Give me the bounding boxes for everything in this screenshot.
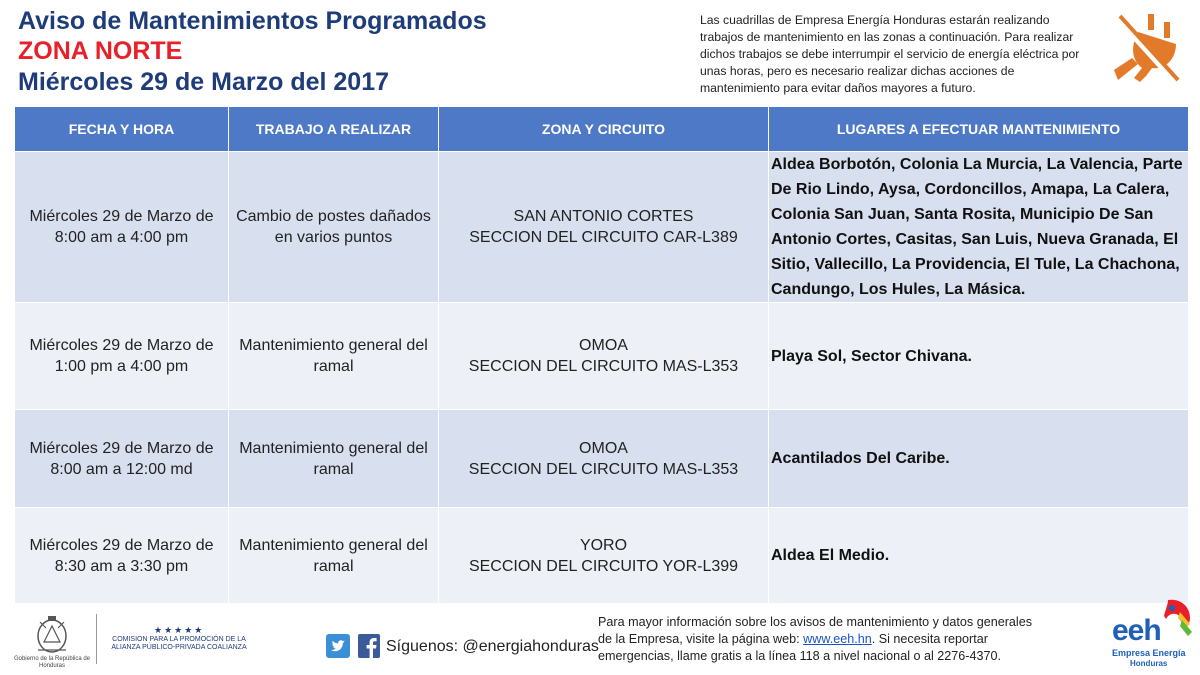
- table-row: [15, 303, 1189, 410]
- government-text: Gobierno de la República de Honduras: [13, 656, 91, 669]
- time-text: 1:00 pm a 4:00 pm: [54, 358, 189, 375]
- eeh-subtitle: Empresa Energía: [1112, 648, 1186, 658]
- zone-cell: [439, 508, 769, 604]
- table-row: [15, 410, 1189, 508]
- time-text: 8:00 am a 4:00 pm: [54, 229, 189, 246]
- date-title: Miércoles 29 de Marzo del 2017: [18, 68, 390, 96]
- intro-text: Las cuadrillas de Empresa Energía Honduras estarán realizando trabajos de mantenimiento en las zonas a continuación. Para realizar dichos trabajos se debe interrumpir el servicio de energía eléctrica por unas horas, pero es necesario realizar dichas acciones de mantenimiento para evitar daños mayores a futuro.: [700, 13, 1080, 95]
- footer-info-text: Para mayor información sobre los avisos de mantenimiento y datos generales de la Empresa, visite la página web:: [598, 615, 1033, 646]
- maintenance-table: [14, 106, 1189, 604]
- title-block: [18, 6, 578, 98]
- date-text: Miércoles 29 de Marzo de: [29, 439, 214, 457]
- work-cell: Mantenimiento general del ramal: [229, 303, 439, 410]
- zone-cell: [439, 303, 769, 410]
- work-cell: Mantenimiento general del ramal: [229, 508, 439, 604]
- zone-text: SAN ANTONIO CORTES: [513, 208, 694, 225]
- page-title: Aviso de Mantenimientos Programados: [18, 7, 487, 35]
- time-text: 8:00 am a 12:00 md: [50, 460, 193, 478]
- time-text: 8:30 am a 3:30 pm: [54, 557, 189, 575]
- date-cell: [15, 152, 229, 303]
- column-header: ZONA Y CIRCUITO: [439, 107, 769, 152]
- footer-info: [598, 614, 1048, 665]
- coalianza-text: COMISION PARA LA PROMOCIÓN DE LA ALIANZA PÚBLICO-PRIVADA COALIANZA: [111, 636, 247, 651]
- circuit-text: SECCION DEL CIRCUITO YOR-L399: [468, 557, 739, 575]
- date-text: Miércoles 29 de Marzo de: [29, 337, 214, 354]
- date-text: Miércoles 29 de Marzo de: [29, 208, 214, 225]
- zone-title: ZONA NORTE: [18, 37, 183, 65]
- places-cell: Aldea Borbotón, Colonia La Murcia, La Valencia, Parte De Rio Lindo, Aysa, Cordoncillos, Amapa, La Calera, Colonia San Juan, Santa Rosita, Municipio De San Antonio Cortes, Casitas, San Luis, Nueva Granada, El Sitio, Vallecillo, La Providencia, El Tule, La Chachona, Candungo, Los Hules, La Másica.: [769, 152, 1189, 303]
- website-link[interactable]: www.eeh.hn: [803, 632, 872, 646]
- coalianza-stars: ★★★★★: [154, 625, 205, 635]
- zone-text: OMOA: [579, 439, 628, 457]
- footer-info-text-2: . Si necesita reportar emergencias, llame gratis a la línea 118 a nivel nacional o al 2276-4370.: [598, 632, 1002, 663]
- table-row: [15, 508, 1189, 604]
- table-row: [15, 152, 1189, 303]
- twitter-icon[interactable]: [326, 634, 350, 658]
- eeh-subtitle-2: Honduras: [1130, 659, 1168, 668]
- column-header: TRABAJO A REALIZAR: [229, 107, 439, 152]
- date-text: Miércoles 29 de Marzo de: [29, 536, 214, 554]
- column-header: FECHA Y HORA: [15, 107, 229, 152]
- date-cell: [15, 410, 229, 508]
- places-cell: Aldea El Medio.: [769, 508, 1189, 604]
- plug-crossed-icon: [1110, 10, 1182, 86]
- follow-text: Síguenos: @energiahonduras: [386, 638, 599, 655]
- column-header: LUGARES A EFECTUAR MANTENIMIENTO: [769, 107, 1189, 152]
- footer-logos: [12, 612, 272, 668]
- logo-divider: [96, 614, 97, 664]
- date-cell: [15, 508, 229, 604]
- work-cell: Mantenimiento general del ramal: [229, 410, 439, 508]
- work-cell: Cambio de postes dañados en varios puntos: [229, 152, 439, 303]
- places-cell: Acantilados Del Caribe.: [769, 410, 1189, 508]
- circuit-text: SECCION DEL CIRCUITO MAS-L353: [468, 358, 739, 375]
- government-seal-icon: [30, 612, 74, 656]
- places-cell: Playa Sol, Sector Chivana.: [769, 303, 1189, 410]
- eeh-wordmark: eeh: [1112, 614, 1161, 647]
- table-header-row: [15, 107, 1189, 152]
- zone-cell: [439, 410, 769, 508]
- circuit-text: SECCION DEL CIRCUITO MAS-L353: [468, 460, 739, 478]
- zone-text: OMOA: [579, 337, 628, 354]
- circuit-text: SECCION DEL CIRCUITO CAR-L389: [469, 229, 738, 246]
- zone-text: YORO: [579, 536, 628, 554]
- date-cell: [15, 303, 229, 410]
- facebook-icon[interactable]: [358, 634, 380, 658]
- zone-cell: [439, 152, 769, 303]
